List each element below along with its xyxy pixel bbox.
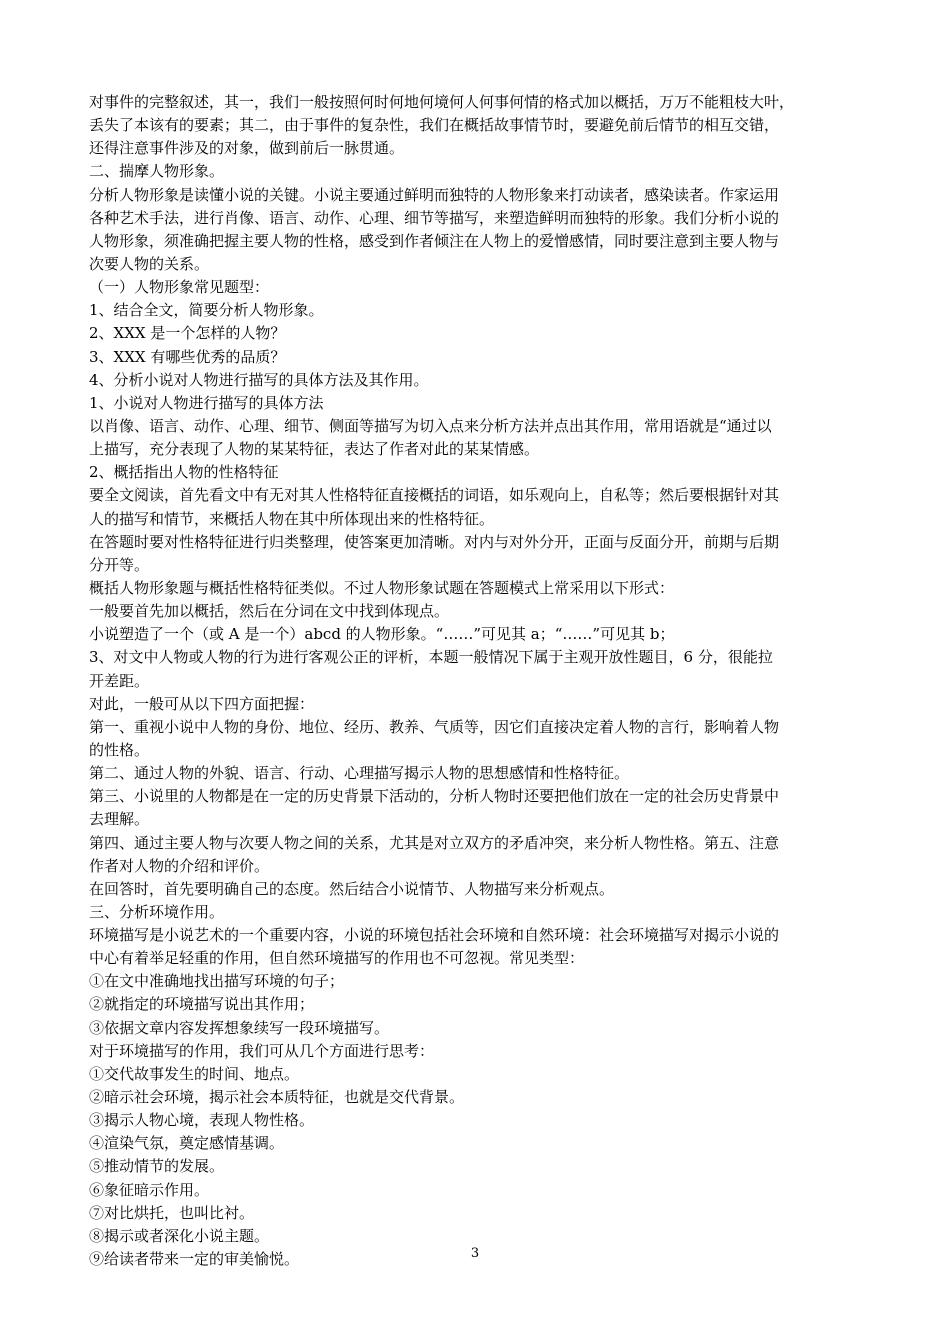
text-line: 上描写，充分表现了人物的某某特征，表达了作者对此的某某情感。 xyxy=(89,440,540,459)
text-line: 第二、通过人物的外貌、语言、行动、心理描写揭示人物的思想感情和性格特征。 xyxy=(89,764,630,783)
list-item: ⑦对比烘托，也叫比衬。 xyxy=(89,1203,255,1222)
subsection-heading: （一）人物形象常见题型： xyxy=(89,278,270,297)
list-item: ①在文中准确地找出描写环境的句子； xyxy=(89,972,345,991)
text-line: 开差距。 xyxy=(89,671,150,690)
text-line: 第四、通过主要人物与次要人物之间的关系，尤其是对立双方的矛盾冲突，来分析人物性格。第五、注意 xyxy=(89,833,780,852)
list-item: 3、XXX 有哪些优秀的品质？ xyxy=(89,347,286,366)
page-number: 3 xyxy=(470,1246,480,1261)
text-line: 分析人物形象是读懂小说的关键。小说主要通过鲜明而独特的人物形象来打动读者，感染读者。作家运用 xyxy=(89,185,780,204)
list-item: ⑧揭示或者深化小说主题。 xyxy=(89,1226,270,1245)
list-item: ⑥象征暗示作用。 xyxy=(89,1180,210,1199)
text-line: 的性格。 xyxy=(89,740,150,759)
list-item: ④渲染气氛，奠定感情基调。 xyxy=(89,1134,285,1153)
text-line: 以肖像、语言、动作、心理、细节、侧面等描写为切入点来分析方法并点出其作用，常用语就是“通过以 xyxy=(89,416,772,435)
text-line: 在回答时，首先要明确自己的态度。然后结合小说情节、人物描写来分析观点。 xyxy=(89,879,615,898)
text-line: 分开等。 xyxy=(89,555,150,574)
section-heading: 三、分析环境作用。 xyxy=(89,902,225,921)
text-line: 对事件的完整叙述，其一，我们一般按照何时何地何境何人何事何情的格式加以概括，万万不能粗枝大叶， xyxy=(89,93,795,111)
list-item: ②暗示社会环境，揭示社会本质特征，也就是交代背景。 xyxy=(89,1088,465,1107)
list-item: ③依据文章内容发挥想象续写一段环境描写。 xyxy=(89,1018,390,1037)
text-line: 去理解。 xyxy=(89,810,150,829)
list-item: 2、XXX 是一个怎样的人物？ xyxy=(89,324,286,343)
text-line: 要全文阅读，首先看文中有无对其人性格特征直接概括的词语，如乐观向上，自私等；然后要根据针对其 xyxy=(89,486,780,505)
text-line: 中心有着举足轻重的作用，但自然环境描写的作用也不可忽视。常见类型： xyxy=(89,949,585,968)
document-body xyxy=(89,91,861,1271)
list-item: ⑤推动情节的发展。 xyxy=(89,1157,225,1176)
section-heading: 二、揣摩人物形象。 xyxy=(89,162,225,181)
text-line: 第一、重视小说中人物的身份、地位、经历、教养、气质等，因它们直接决定着人物的言行，影响着人物 xyxy=(89,717,780,736)
text-line: 还得注意事件涉及的对象，做到前后一脉贯通。 xyxy=(89,139,405,158)
text-line: 人物形象，须准确把握主要人物的性格，感受到作者倾注在人物上的爱憎感情，同时要注意到主要人物与 xyxy=(89,231,780,250)
text-line: 概括人物形象题与概括性格特征类似。不过人物形象试题在答题模式上常采用以下形式： xyxy=(89,578,675,597)
text-line: 作者对人物的介绍和评价。 xyxy=(89,856,270,875)
text-line: 小说塑造了一个（或 A 是一个）abcd 的人物形象。“……”可见其 a；“……”可见其 b； xyxy=(89,625,675,644)
list-item: ①交代故事发生的时间、地点。 xyxy=(89,1064,300,1083)
text-line: 环境描写是小说艺术的一个重要内容，小说的环境包括社会环境和自然环境：社会环境描写对揭示小说的 xyxy=(89,926,780,945)
list-item: ②就指定的环境描写说出其作用； xyxy=(89,995,315,1014)
list-item: 4、分析小说对人物进行描写的具体方法及其作用。 xyxy=(89,370,429,389)
text-line: 各种艺术手法，进行肖像、语言、动作、心理、细节等描写，来塑造鲜明而独特的形象。我们分析小说的 xyxy=(89,208,780,227)
text-line: 丢失了本该有的要素；其二，由于事件的复杂性，我们在概括故事情节时，要避免前后情节的相互交错， xyxy=(89,116,780,135)
text-line: 人的描写和情节，来概括人物在其中所体现出来的性格特征。 xyxy=(89,509,495,528)
text-line: 一般要首先加以概括，然后在分词在文中找到体现点。 xyxy=(89,602,450,621)
list-item: ③揭示人物心境，表现人物性格。 xyxy=(89,1111,315,1130)
subsection-heading: 3、对文中人物或人物的行为进行客观公正的评析，本题一般情况下属于主观开放性题目，6 分，很能拉 xyxy=(89,648,773,667)
list-item: 1、结合全文，简要分析人物形象。 xyxy=(89,301,324,320)
text-line: 对此，一般可从以下四方面把握： xyxy=(89,694,315,713)
text-line: 对于环境描写的作用，我们可从几个方面进行思考： xyxy=(89,1041,435,1060)
subsection-heading: 2、概括指出人物的性格特征 xyxy=(89,463,279,482)
text-line: 在答题时要对性格特征进行归类整理，使答案更加清晰。对内与对外分开，正面与反面分开，前期与后期 xyxy=(89,532,780,551)
text-line: 次要人物的关系。 xyxy=(89,254,210,273)
subsection-heading: 1、小说对人物进行描写的具体方法 xyxy=(89,393,324,412)
list-item: ⑨给读者带来一定的审美愉悦。 xyxy=(89,1250,300,1269)
text-line: 第三、小说里的人物都是在一定的历史背景下活动的，分析人物时还要把他们放在一定的社会历史背景中 xyxy=(89,787,780,806)
